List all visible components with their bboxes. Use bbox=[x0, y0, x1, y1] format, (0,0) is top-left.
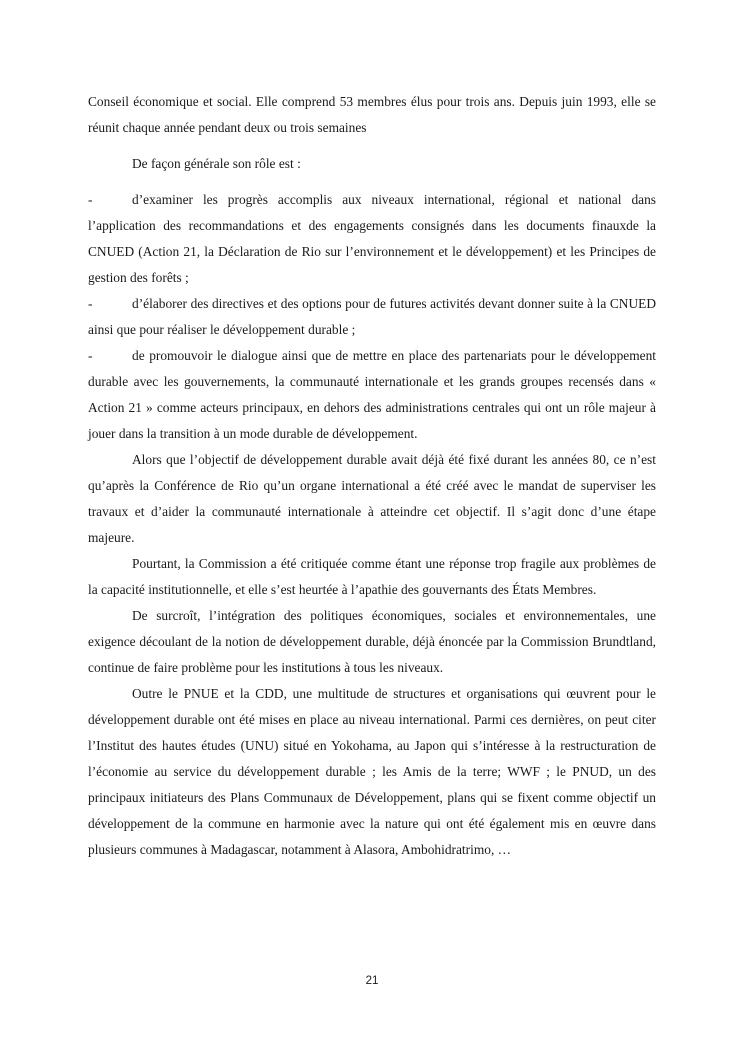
bullet-text: d’élaborer des directives et des options pour de futures activités devant donner suite à la CNUED ainsi que pour réaliser le développement durable ; bbox=[88, 296, 656, 337]
body-text bbox=[88, 89, 656, 863]
paragraph-organisations: Outre le PNUE et la CDD, une multitude de structures et organisations qui œuvrent pour le développement durable ont été mises en place au niveau international. Parmi ces dernières, on peut citer l’Institut des hautes études (UNU) situé en Yokohama, au Japon qui s’intéresse à la restructuration de l’économie au service du développement durable ; les Amis de la terre; WWF ; le PNUD, un des principaux initiateurs des Plans Communaux de Développement, plans qui se fixent comme objectif un développement de la commune en harmonie avec la nature qui ont été également mis en œuvre dans plusieurs communes à Madagascar, notamment à Alasora, Ambohidratrimo, … bbox=[88, 686, 656, 857]
paragraph-role-heading: De façon générale son rôle est : bbox=[132, 156, 301, 171]
paragraph-criticism: Pourtant, la Commission a été critiquée comme étant une réponse trop fragile aux problèmes de la capacité institutionnelle, et elle s’est heurtée à l’apathie des gouvernants des États Membres. bbox=[88, 556, 656, 597]
bullet-item-3 bbox=[88, 343, 656, 447]
bullet-item-1 bbox=[88, 187, 656, 291]
paragraph-objective: Alors que l’objectif de développement durable avait déjà été fixé durant les années 80, ce n’est qu’après la Conférence de Rio qu’un organe international a été créé avec le mandat de superviser les travaux et d’aider la communauté internationale à atteindre cet objectif. Il s’agit donc d’une étape majeure. bbox=[88, 452, 656, 545]
paragraph-integration: De surcroît, l’intégration des politiques économiques, sociales et environnementales, une exigence découlant de la notion de développement durable, déjà énoncée par la Commission Brundtland, continue de faire problème pour les institutions à tous les niveaux. bbox=[88, 608, 656, 675]
bullet-text: d’examiner les progrès accomplis aux niveaux international, régional et national dans l’application des recommandations et des engagements consignés dans les documents finauxde la CNUED (Action 21, la Déclaration de Rio sur l’environnement et le développement) et les Principes de gestion des forêts ; bbox=[88, 192, 656, 285]
bullet-dash: - bbox=[88, 348, 93, 363]
paragraph-intro: Conseil économique et social. Elle comprend 53 membres élus pour trois ans. Depuis juin 1993, elle se réunit chaque année pendant deux ou trois semaines bbox=[88, 94, 656, 135]
bullet-text: de promouvoir le dialogue ainsi que de mettre en place des partenariats pour le développement durable avec les gouvernements, la communauté internationale et les grands groupes recensés dans « Action 21 » comme acteurs principaux, en dehors des administrations centrales qui ont un rôle majeur à jouer dans la transition à un mode durable de développement. bbox=[88, 348, 656, 441]
bullet-dash: - bbox=[88, 192, 93, 207]
bullet-item-2 bbox=[88, 291, 656, 343]
page-number: 21 bbox=[365, 975, 379, 987]
bullet-dash: - bbox=[88, 296, 93, 311]
